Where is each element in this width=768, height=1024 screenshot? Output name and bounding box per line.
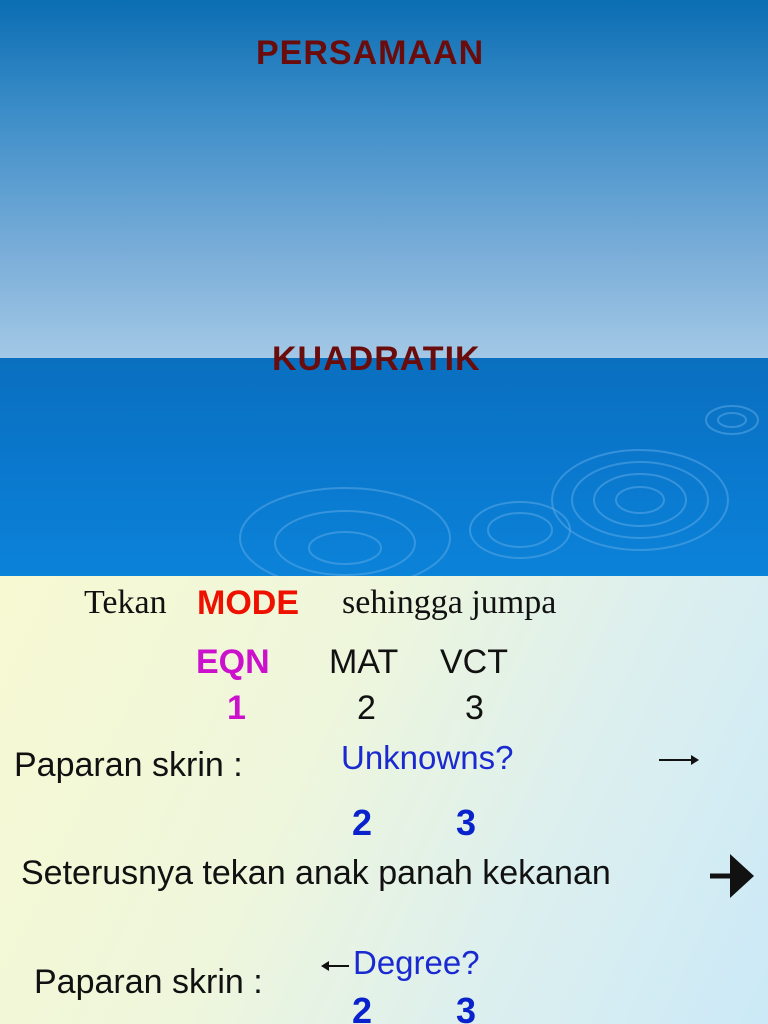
right-arrow-bold-icon <box>708 852 756 900</box>
degree-option-2: 2 <box>352 990 373 1024</box>
prompt-unknowns: Unknowns? <box>341 739 514 776</box>
mode-vct-number: 3 <box>465 689 484 727</box>
screen-label-1: Paparan skrin : <box>14 746 243 784</box>
unknowns-option-2: 2 <box>352 802 373 843</box>
next-instruction: Seterusnya tekan anak panah kekanan <box>21 854 611 892</box>
instruction-prefix: Tekan <box>84 584 167 621</box>
mode-eqn-label: EQN <box>196 643 270 681</box>
mode-eqn-number: 1 <box>227 689 246 727</box>
unknowns-option-3: 3 <box>456 802 477 843</box>
right-arrow-icon <box>658 753 700 767</box>
mode-mat-number: 2 <box>357 689 376 727</box>
degree-option-3: 3 <box>456 990 477 1024</box>
mode-vct-label: VCT <box>440 643 508 681</box>
instruction-slide <box>0 576 768 1024</box>
prompt-degree: Degree? <box>353 944 480 981</box>
title-line-2: KUADRATIK <box>272 340 481 378</box>
screen-label-2: Paparan skrin : <box>34 963 263 1001</box>
mode-key-label: MODE <box>197 584 299 622</box>
title-line-1: PERSAMAAN <box>256 34 485 72</box>
left-arrow-icon <box>320 959 350 973</box>
mode-mat-label: MAT <box>329 643 399 681</box>
instruction-suffix: sehingga jumpa <box>342 584 557 621</box>
water-ripple-decoration <box>0 358 768 576</box>
